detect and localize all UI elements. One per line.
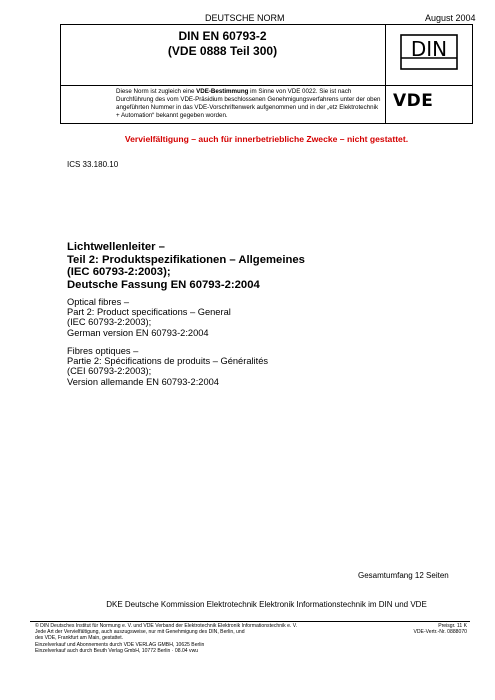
footer-line: Jede Art der Vervielfältigung, auch auszugsweise, nur mit Genehmigung des DIN, Berlin, und: [35, 629, 245, 636]
vde-note-frame-divider: [385, 85, 386, 124]
vde-determination-note: Diese Norm ist zugleich eine VDE-Bestimmung im Sinne von VDE 0022. Sie ist nach Durchführung des vom VDE-Präsidium beschlossenen Genehmigungsverfahrens unter der oben angeführten Nummer in das VDE-Vorschriftenwerk aufgenommen und in der „etz Elektrotechnik + Automation“ bekannt gegeben worden.: [116, 88, 381, 119]
din-logo: [400, 34, 458, 70]
english-title: [67, 297, 231, 338]
total-pages: Gesamtumfang 12 Seiten: [358, 571, 449, 580]
vde-classification: (VDE 0888 Teil 300): [167, 44, 278, 58]
footer-line: Einzelverkauf und Abonnements durch VDE VERLAG GMBH, 10625 Berlin: [35, 641, 205, 648]
german-title: [67, 241, 305, 291]
standard-number: DIN EN 60793-2: [178, 29, 267, 43]
price-group: Preisgr. 11 K: [438, 623, 467, 629]
french-title-line: Version allemande EN 60793-2:2004: [67, 376, 219, 387]
footer-line: Einzelverkauf auch durch Beuth Verlag GmbH, 10772 Berlin · 08.04 vwu: [35, 647, 199, 654]
german-title-line: Teil 2: Produktspezifikationen – Allgemeines: [67, 253, 305, 266]
english-title-line: (IEC 60793-2:2003);: [67, 317, 152, 328]
english-title-line: Part 2: Product specifications – General: [67, 307, 231, 318]
footer-divider: [30, 621, 470, 622]
german-title-line: Deutsche Fassung EN 60793-2:2004: [67, 278, 260, 291]
dke-line: DKE Deutsche Kommission Elektrotechnik Elektronik Informationstechnik im DIN und VDE: [106, 600, 427, 609]
vde-logo: VDE: [393, 91, 434, 111]
footer-line: © DIN Deutsches Institut für Normung e. V. und VDE Verband der Elektrotechnik Elektronik Informationstechnik e. V.: [35, 623, 298, 629]
publication-date: August 2004: [425, 13, 476, 23]
german-title-line: Lichtwellenleiter –: [67, 241, 165, 253]
french-title-line: Partie 2: Spécifications de produits – Généralités: [67, 356, 269, 367]
footer-line: des VDE, Frankfurt am Main, gestattet.: [35, 635, 124, 642]
french-title-line: Fibres optiques –: [67, 346, 139, 356]
german-title-line: (IEC 60793-2:2003);: [67, 266, 171, 279]
norm-type-label: DEUTSCHE NORM: [205, 13, 285, 23]
order-info: [402, 623, 467, 635]
french-title-line: (CEI 60793-2:2003);: [67, 366, 152, 377]
english-title-line: German version EN 60793-2:2004: [67, 327, 209, 338]
ics-code: ICS 33.180.10: [67, 160, 119, 169]
svg-text:DIN: DIN: [410, 37, 448, 61]
copyright-footer: [35, 623, 375, 654]
reproduction-notice: Vervielfältigung – auch für innerbetriebliche Zwecke – nicht gestattet.: [124, 134, 409, 144]
french-title: [67, 346, 268, 387]
title-frame-divider: [385, 24, 386, 86]
order-number: VDE-Vertr.-Nr. 0888070: [413, 629, 467, 636]
english-title-line: Optical fibres –: [67, 297, 130, 307]
